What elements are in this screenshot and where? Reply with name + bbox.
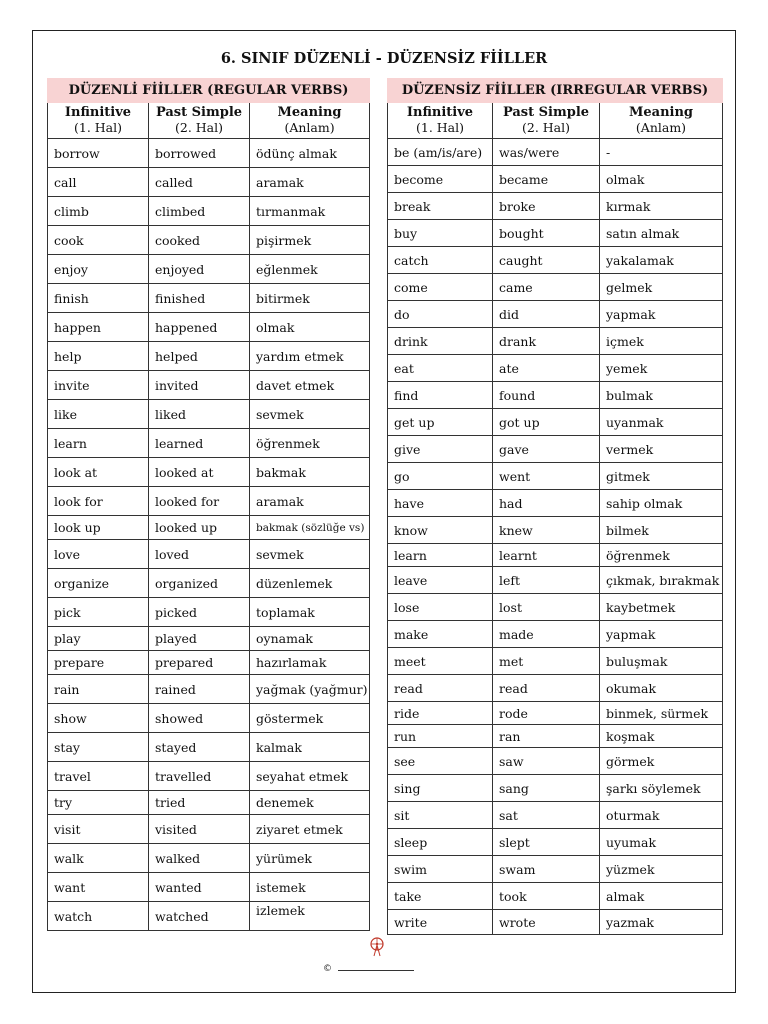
- table-row: [48, 627, 370, 651]
- meaning-cell: davet etmek: [250, 371, 370, 400]
- meaning-cell: sahip olmak: [600, 490, 723, 517]
- past-simple-cell: called: [149, 168, 250, 197]
- table-row: [388, 382, 723, 409]
- table-row: [48, 284, 370, 313]
- infinitive-cell: drink: [388, 328, 493, 355]
- past-simple-cell: looked at: [149, 458, 250, 487]
- meaning-cell: vermek: [600, 436, 723, 463]
- meaning-cell: hazırlamak: [250, 651, 370, 675]
- infinitive-cell: prepare: [48, 651, 149, 675]
- meaning-cell: seyahat etmek: [250, 762, 370, 791]
- table-row: [388, 567, 723, 594]
- table-row: [388, 594, 723, 621]
- past-simple-cell: read: [493, 675, 600, 702]
- meaning-cell: sevmek: [250, 540, 370, 569]
- past-simple-cell: showed: [149, 704, 250, 733]
- infinitive-cell: go: [388, 463, 493, 490]
- infinitive-cell: enjoy: [48, 255, 149, 284]
- past-simple-cell: caught: [493, 247, 600, 274]
- table-row: [388, 328, 723, 355]
- meaning-cell: olmak: [600, 166, 723, 193]
- meaning-cell: kaybetmek: [600, 594, 723, 621]
- meaning-cell: yazmak: [600, 910, 723, 935]
- meaning-cell: oturmak: [600, 802, 723, 829]
- infinitive-cell: walk: [48, 844, 149, 873]
- meaning-cell: koşmak: [600, 725, 723, 748]
- infinitive-cell: sing: [388, 775, 493, 802]
- signature-line: [338, 962, 414, 971]
- table-row: [388, 355, 723, 382]
- infinitive-cell: visit: [48, 815, 149, 844]
- table-row: [388, 490, 723, 517]
- meaning-cell: bitirmek: [250, 284, 370, 313]
- infinitive-cell: call: [48, 168, 149, 197]
- ferris-wheel-icon: [369, 937, 385, 957]
- meaning-cell: öğrenmek: [250, 429, 370, 458]
- table-row: [48, 255, 370, 284]
- past-simple-cell: ran: [493, 725, 600, 748]
- past-simple-cell: rode: [493, 702, 600, 725]
- infinitive-cell: do: [388, 301, 493, 328]
- col-header-infinitive: Infinitive (1. Hal): [388, 103, 493, 139]
- table-row: [388, 544, 723, 567]
- meaning-cell: oynamak: [250, 627, 370, 651]
- past-simple-cell: drank: [493, 328, 600, 355]
- table-row: [388, 856, 723, 883]
- infinitive-cell: want: [48, 873, 149, 902]
- meaning-cell: uyumak: [600, 829, 723, 856]
- infinitive-cell: borrow: [48, 139, 149, 168]
- infinitive-cell: buy: [388, 220, 493, 247]
- table-row: [388, 274, 723, 301]
- infinitive-cell: watch: [48, 902, 149, 931]
- meaning-cell: kalmak: [250, 733, 370, 762]
- infinitive-cell: pick: [48, 598, 149, 627]
- table-row: [388, 648, 723, 675]
- infinitive-cell: find: [388, 382, 493, 409]
- infinitive-cell: have: [388, 490, 493, 517]
- meaning-cell: düzenlemek: [250, 569, 370, 598]
- infinitive-cell: know: [388, 517, 493, 544]
- infinitive-cell: be (am/is/are): [388, 139, 493, 166]
- meaning-cell: içmek: [600, 328, 723, 355]
- meaning-cell: tırmanmak: [250, 197, 370, 226]
- meaning-cell: ziyaret etmek: [250, 815, 370, 844]
- meaning-cell: toplamak: [250, 598, 370, 627]
- table-row: [388, 409, 723, 436]
- meaning-cell: çıkmak, bırakmak: [600, 567, 723, 594]
- past-simple-cell: travelled: [149, 762, 250, 791]
- table-row: [388, 748, 723, 775]
- meaning-cell: -: [600, 139, 723, 166]
- page-title: 6. SINIF DÜZENLİ - DÜZENSİZ FİİLLER: [220, 50, 548, 67]
- infinitive-cell: rain: [48, 675, 149, 704]
- infinitive-cell: learn: [388, 544, 493, 567]
- meaning-cell: pişirmek: [250, 226, 370, 255]
- table-row: [388, 675, 723, 702]
- past-simple-cell: met: [493, 648, 600, 675]
- table-row: [48, 458, 370, 487]
- past-simple-cell: liked: [149, 400, 250, 429]
- infinitive-cell: catch: [388, 247, 493, 274]
- past-simple-cell: wanted: [149, 873, 250, 902]
- table-row: [388, 463, 723, 490]
- col-header-past-simple: Past Simple (2. Hal): [149, 103, 250, 139]
- past-simple-cell: wrote: [493, 910, 600, 935]
- table-row: [48, 762, 370, 791]
- infinitive-cell: read: [388, 675, 493, 702]
- past-simple-cell: sat: [493, 802, 600, 829]
- table-row: [48, 704, 370, 733]
- meaning-cell: görmek: [600, 748, 723, 775]
- col-header-meaning: Meaning (Anlam): [250, 103, 370, 139]
- meaning-cell: yürümek: [250, 844, 370, 873]
- infinitive-cell: ride: [388, 702, 493, 725]
- table-row: [48, 226, 370, 255]
- table-row: [388, 220, 723, 247]
- meaning-cell: sevmek: [250, 400, 370, 429]
- meaning-cell: kırmak: [600, 193, 723, 220]
- past-simple-cell: lost: [493, 594, 600, 621]
- table-row: [48, 371, 370, 400]
- table-row: [48, 313, 370, 342]
- infinitive-cell: climb: [48, 197, 149, 226]
- regular-verbs-table: [47, 78, 370, 931]
- col-header-meaning: Meaning (Anlam): [600, 103, 723, 139]
- meaning-cell: aramak: [250, 168, 370, 197]
- table-row: [388, 910, 723, 935]
- table-row: [388, 436, 723, 463]
- infinitive-cell: sit: [388, 802, 493, 829]
- past-simple-cell: visited: [149, 815, 250, 844]
- infinitive-cell: take: [388, 883, 493, 910]
- meaning-cell: uyanmak: [600, 409, 723, 436]
- past-simple-cell: looked up: [149, 516, 250, 540]
- infinitive-cell: invite: [48, 371, 149, 400]
- past-simple-cell: cooked: [149, 226, 250, 255]
- infinitive-cell: run: [388, 725, 493, 748]
- meaning-cell: gelmek: [600, 274, 723, 301]
- past-simple-cell: came: [493, 274, 600, 301]
- table-row: [388, 802, 723, 829]
- table-row: [48, 400, 370, 429]
- table-row: [48, 168, 370, 197]
- col-header-infinitive: Infinitive (1. Hal): [48, 103, 149, 139]
- infinitive-cell: make: [388, 621, 493, 648]
- past-simple-cell: took: [493, 883, 600, 910]
- infinitive-cell: organize: [48, 569, 149, 598]
- infinitive-cell: give: [388, 436, 493, 463]
- table-row: [48, 815, 370, 844]
- infinitive-cell: write: [388, 910, 493, 935]
- table-row: [48, 516, 370, 540]
- infinitive-cell: help: [48, 342, 149, 371]
- table-row: [48, 429, 370, 458]
- meaning-cell: eğlenmek: [250, 255, 370, 284]
- meaning-cell: yapmak: [600, 621, 723, 648]
- infinitive-cell: travel: [48, 762, 149, 791]
- table-row: [388, 139, 723, 166]
- table-row: [48, 598, 370, 627]
- past-simple-cell: invited: [149, 371, 250, 400]
- meaning-cell: bakmak (sözlüğe vs): [250, 516, 370, 540]
- infinitive-cell: look at: [48, 458, 149, 487]
- table-row: [48, 342, 370, 371]
- meaning-cell: satın almak: [600, 220, 723, 247]
- past-simple-cell: enjoyed: [149, 255, 250, 284]
- meaning-cell: bulmak: [600, 382, 723, 409]
- infinitive-cell: play: [48, 627, 149, 651]
- meaning-cell: yardım etmek: [250, 342, 370, 371]
- past-simple-cell: walked: [149, 844, 250, 873]
- past-simple-cell: sang: [493, 775, 600, 802]
- past-simple-cell: ate: [493, 355, 600, 382]
- infinitive-cell: love: [48, 540, 149, 569]
- infinitive-cell: get up: [388, 409, 493, 436]
- past-simple-cell: stayed: [149, 733, 250, 762]
- past-simple-cell: tried: [149, 791, 250, 815]
- table-row: [48, 675, 370, 704]
- infinitive-cell: leave: [388, 567, 493, 594]
- past-simple-cell: was/were: [493, 139, 600, 166]
- past-simple-cell: made: [493, 621, 600, 648]
- infinitive-cell: stay: [48, 733, 149, 762]
- past-simple-cell: gave: [493, 436, 600, 463]
- infinitive-cell: happen: [48, 313, 149, 342]
- infinitive-cell: swim: [388, 856, 493, 883]
- table-row: [48, 197, 370, 226]
- meaning-cell: gitmek: [600, 463, 723, 490]
- meaning-cell: şarkı söylemek: [600, 775, 723, 802]
- table-row: [388, 775, 723, 802]
- table-row: [388, 166, 723, 193]
- meaning-cell: bilmek: [600, 517, 723, 544]
- past-simple-cell: learned: [149, 429, 250, 458]
- past-simple-cell: finished: [149, 284, 250, 313]
- past-simple-cell: slept: [493, 829, 600, 856]
- meaning-cell: yapmak: [600, 301, 723, 328]
- past-simple-cell: watched: [149, 902, 250, 931]
- past-simple-cell: organized: [149, 569, 250, 598]
- copyright-symbol: ©: [323, 964, 332, 974]
- irregular-verbs-heading: DÜZENSİZ FİİLLER (IRREGULAR VERBS): [388, 79, 723, 103]
- col-header-past-simple: Past Simple (2. Hal): [493, 103, 600, 139]
- past-simple-cell: went: [493, 463, 600, 490]
- past-simple-cell: left: [493, 567, 600, 594]
- past-simple-cell: borrowed: [149, 139, 250, 168]
- infinitive-cell: learn: [48, 429, 149, 458]
- infinitive-cell: finish: [48, 284, 149, 313]
- past-simple-cell: picked: [149, 598, 250, 627]
- past-simple-cell: prepared: [149, 651, 250, 675]
- infinitive-cell: look for: [48, 487, 149, 516]
- infinitive-cell: see: [388, 748, 493, 775]
- table-row: [388, 702, 723, 725]
- infinitive-cell: meet: [388, 648, 493, 675]
- table-row: [388, 829, 723, 856]
- past-simple-cell: knew: [493, 517, 600, 544]
- table-row: [48, 733, 370, 762]
- meaning-cell: almak: [600, 883, 723, 910]
- past-simple-cell: got up: [493, 409, 600, 436]
- meaning-cell: aramak: [250, 487, 370, 516]
- past-simple-cell: became: [493, 166, 600, 193]
- regular-verbs-heading: DÜZENLİ FİİLLER (REGULAR VERBS): [48, 79, 370, 103]
- meaning-cell: ödünç almak: [250, 139, 370, 168]
- meaning-cell: okumak: [600, 675, 723, 702]
- table-row: [48, 791, 370, 815]
- meaning-cell: öğrenmek: [600, 544, 723, 567]
- meaning-cell: buluşmak: [600, 648, 723, 675]
- infinitive-cell: try: [48, 791, 149, 815]
- table-row: [48, 651, 370, 675]
- past-simple-cell: had: [493, 490, 600, 517]
- past-simple-cell: swam: [493, 856, 600, 883]
- past-simple-cell: loved: [149, 540, 250, 569]
- meaning-cell: olmak: [250, 313, 370, 342]
- past-simple-cell: looked for: [149, 487, 250, 516]
- table-row: [388, 193, 723, 220]
- table-row: [48, 569, 370, 598]
- meaning-cell: yemek: [600, 355, 723, 382]
- meaning-cell: yüzmek: [600, 856, 723, 883]
- table-row: [48, 540, 370, 569]
- meaning-cell: istemek: [250, 873, 370, 902]
- table-row: [388, 883, 723, 910]
- past-simple-cell: saw: [493, 748, 600, 775]
- past-simple-cell: rained: [149, 675, 250, 704]
- infinitive-cell: eat: [388, 355, 493, 382]
- past-simple-cell: broke: [493, 193, 600, 220]
- table-row: [388, 725, 723, 748]
- past-simple-cell: climbed: [149, 197, 250, 226]
- past-simple-cell: bought: [493, 220, 600, 247]
- infinitive-cell: become: [388, 166, 493, 193]
- infinitive-cell: sleep: [388, 829, 493, 856]
- irregular-verbs-table: [387, 78, 723, 935]
- infinitive-cell: show: [48, 704, 149, 733]
- table-row: [388, 247, 723, 274]
- past-simple-cell: played: [149, 627, 250, 651]
- table-row: [388, 621, 723, 648]
- copyright-line: [323, 962, 414, 974]
- meaning-cell: yağmak (yağmur): [250, 675, 370, 704]
- meaning-cell: izlemek: [250, 902, 370, 931]
- meaning-cell: bakmak: [250, 458, 370, 487]
- meaning-cell: yakalamak: [600, 247, 723, 274]
- table-row: [48, 487, 370, 516]
- table-row: [388, 301, 723, 328]
- infinitive-cell: break: [388, 193, 493, 220]
- past-simple-cell: did: [493, 301, 600, 328]
- past-simple-cell: found: [493, 382, 600, 409]
- past-simple-cell: helped: [149, 342, 250, 371]
- meaning-cell: göstermek: [250, 704, 370, 733]
- table-row: [48, 844, 370, 873]
- meaning-cell: binmek, sürmek: [600, 702, 723, 725]
- infinitive-cell: cook: [48, 226, 149, 255]
- meaning-cell: denemek: [250, 791, 370, 815]
- infinitive-cell: come: [388, 274, 493, 301]
- table-row: [48, 902, 370, 931]
- table-row: [388, 517, 723, 544]
- table-row: [48, 139, 370, 168]
- table-row: [48, 873, 370, 902]
- infinitive-cell: lose: [388, 594, 493, 621]
- past-simple-cell: happened: [149, 313, 250, 342]
- infinitive-cell: like: [48, 400, 149, 429]
- past-simple-cell: learnt: [493, 544, 600, 567]
- infinitive-cell: look up: [48, 516, 149, 540]
